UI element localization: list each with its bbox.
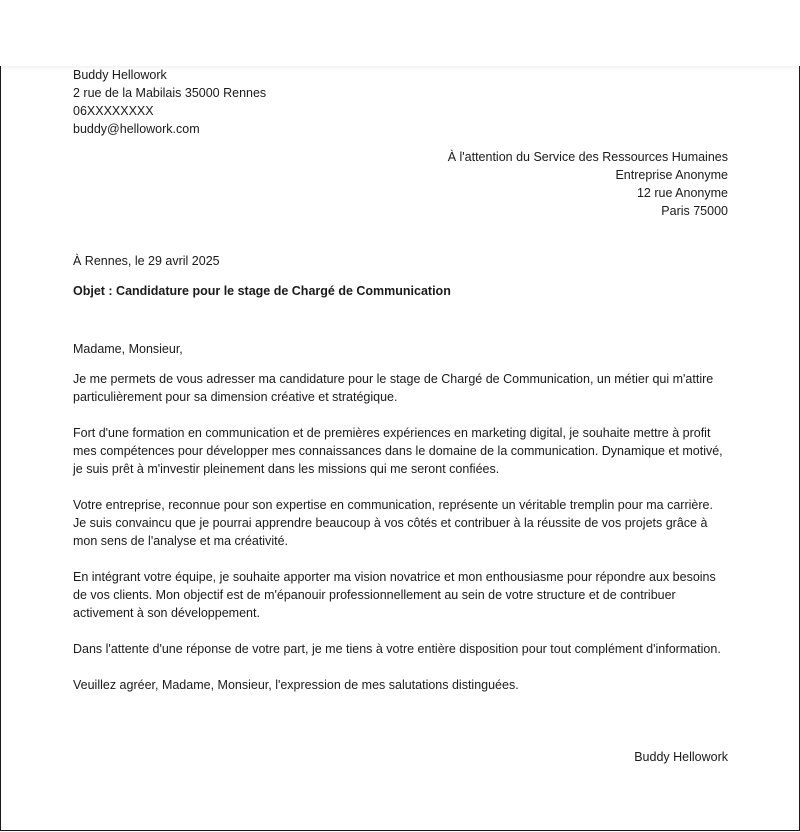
recipient-company: Entreprise Anonyme xyxy=(615,168,728,182)
cover-letter-page xyxy=(0,66,800,831)
sender-address: 2 rue de la Mabilais 35000 Rennes xyxy=(73,86,267,100)
recipient-block xyxy=(73,148,728,220)
signature: Buddy Hellowork xyxy=(634,750,728,764)
paragraph: En intégrant votre équipe, je souhaite apporter ma vision novatrice et mon enthousiasme pour répondre aux besoins de vos clients. Mon objectif est de m'épanouir professionnellement au sein de votre structure et de contribuer activement à son développement. xyxy=(73,570,716,620)
date-line: À Rennes, le 29 avril 2025 xyxy=(73,254,220,268)
recipient-attention: À l'attention du Service des Ressources Humaines xyxy=(447,150,728,164)
greeting: Madame, Monsieur, xyxy=(73,342,183,356)
sender-block xyxy=(73,66,728,138)
sender-phone: 06XXXXXXXX xyxy=(73,104,154,118)
subject-line: Objet : Candidature pour le stage de Chargé de Communication xyxy=(73,284,451,298)
closing-paragraph: Veuillez agréer, Madame, Monsieur, l'expression de mes salutations distinguées. xyxy=(73,678,519,692)
paragraph: Fort d'une formation en communication et de premières expériences en marketing digital, je souhaite mettre à profit mes compétences pour développer mes connaissances dans le domaine de la communication. Dynamique et motivé, je suis prêt à m'investir pleinement dans les missions qui me seront confiées. xyxy=(73,426,723,476)
top-bar xyxy=(0,0,800,66)
paragraph: Votre entreprise, reconnue pour son expertise en communication, représente un véritable tremplin pour ma carrière. Je suis convaincu que je pourrai apprendre beaucoup à vos côtés et contribuer à la réussite de vos projets grâce à mon sens de l'analyse et ma créativité. xyxy=(73,498,713,548)
sender-email: buddy@hellowork.com xyxy=(73,122,200,136)
sender-name: Buddy Hellowork xyxy=(73,68,167,82)
recipient-city: Paris 75000 xyxy=(661,204,728,218)
paragraph: Dans l'attente d'une réponse de votre part, je me tiens à votre entière disposition pour tout complément d'information. xyxy=(73,642,721,656)
paragraph: Je me permets de vous adresser ma candidature pour le stage de Chargé de Communication, un métier qui m'attire particulièrement pour sa dimension créative et stratégique. xyxy=(73,372,714,404)
letter-body xyxy=(73,370,728,712)
recipient-street: 12 rue Anonyme xyxy=(636,186,728,200)
